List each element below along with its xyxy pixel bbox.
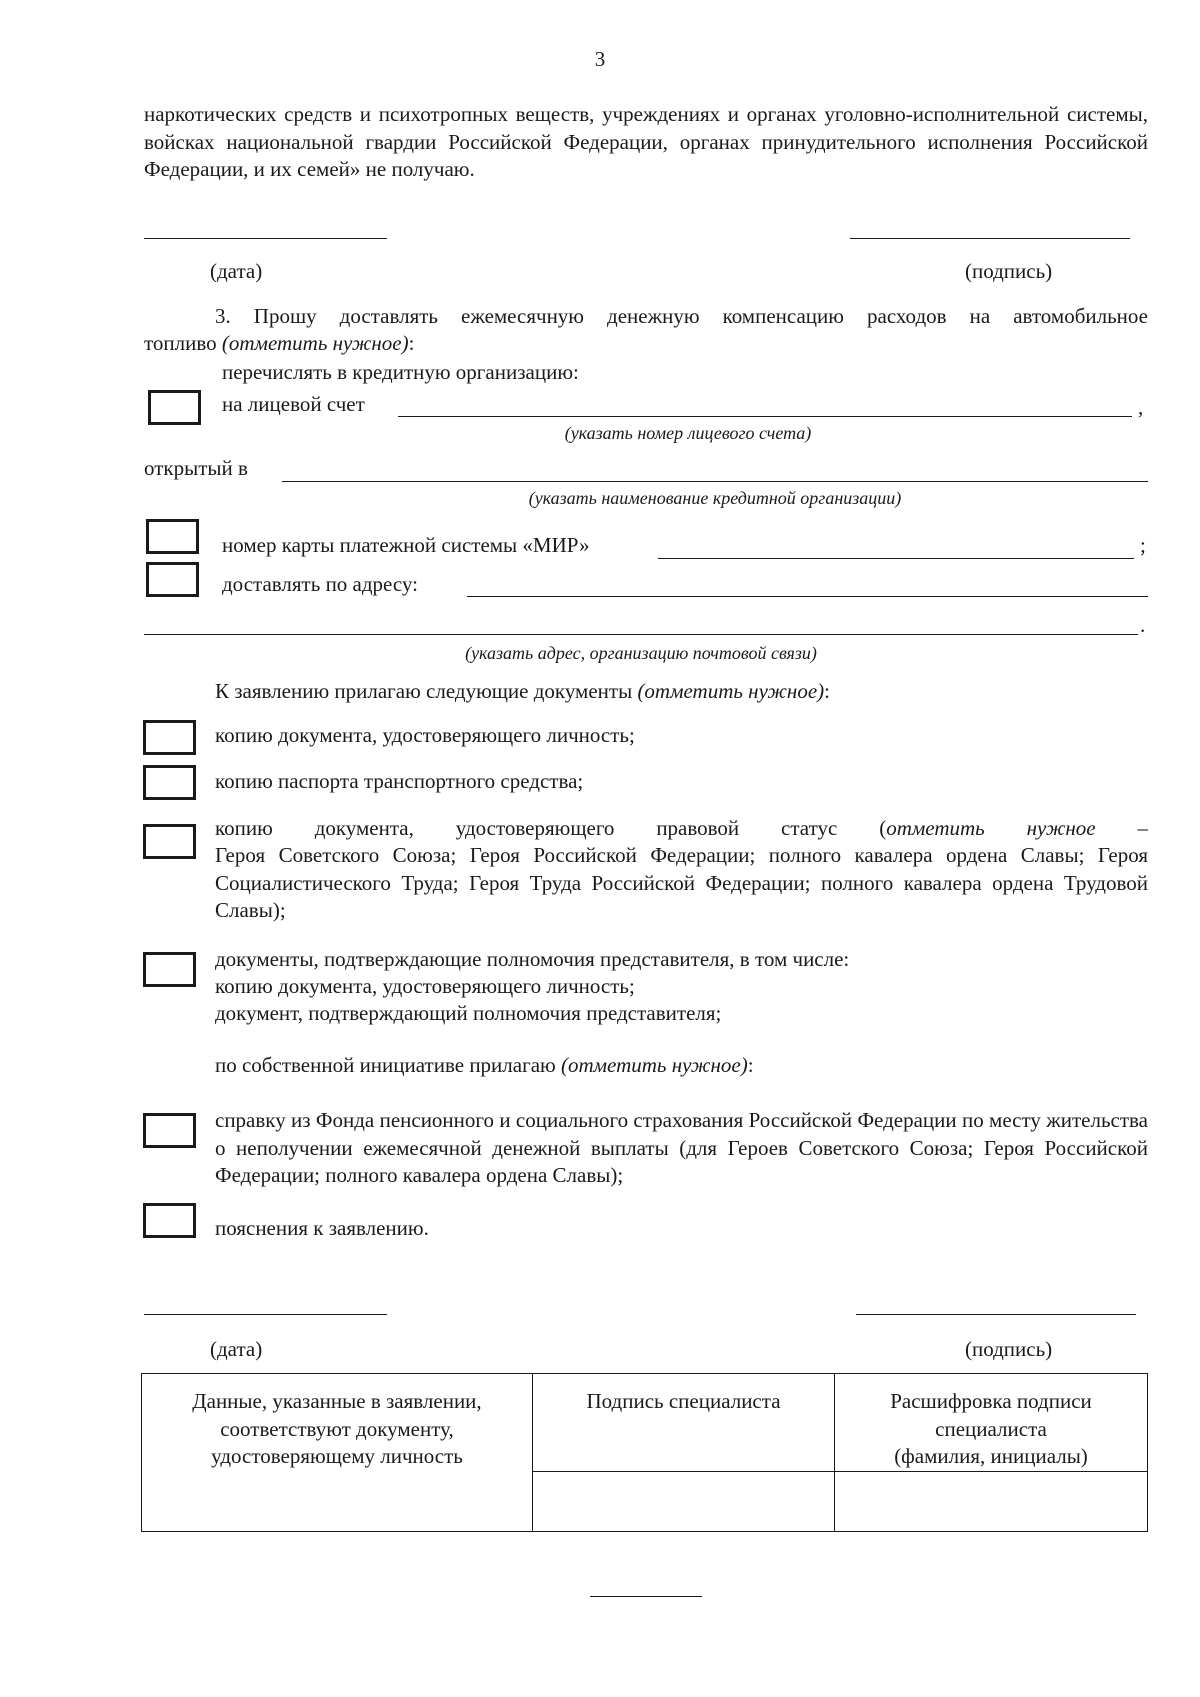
representative-docs-line3: документ, подтверждающий полномочия представителя;: [215, 1001, 722, 1025]
card-semicolon: ;: [1140, 533, 1146, 557]
intro-paragraph: наркотических средств и психотропных веществ, учреждениях и органах уголовно-исполнительной системы, войсках национальной гвардии Российской Федерации, органах принудительного исполнения Российской Федерации, и их семей» не получаю.: [144, 102, 1148, 181]
account-comma: ,: [1138, 395, 1144, 419]
date-line[interactable]: [144, 238, 387, 239]
explanations-checkbox[interactable]: [143, 1203, 196, 1238]
mir-card-checkbox[interactable]: [146, 519, 199, 554]
vehicle-passport-checkbox[interactable]: [143, 765, 196, 800]
date-label-2: (дата): [210, 1337, 263, 1361]
closing-rule: [590, 1596, 702, 1597]
representative-docs-line2: копию документа, удостоверяющего личность;: [215, 974, 635, 998]
address-checkbox[interactable]: [146, 562, 199, 597]
card-number-field[interactable]: [658, 558, 1134, 559]
signature-label-2: (подпись): [965, 1337, 1053, 1361]
account-number-field[interactable]: [398, 416, 1132, 417]
legal-status-line1: копию документа, удостоверяющего правовой статус (отметить нужное –: [215, 816, 1148, 840]
transfer-label: перечислять в кредитную организацию:: [222, 360, 579, 384]
date-label: (дата): [210, 259, 263, 283]
fund-certificate-checkbox[interactable]: [143, 1113, 196, 1148]
account-label: на лицевой счет: [222, 392, 365, 416]
opened-label: открытый в: [144, 456, 248, 480]
attachments-intro: К заявлению прилагаю следующие документы (отметить нужное):: [215, 679, 831, 703]
table-header-signature: [533, 1374, 835, 1472]
bank-name-field[interactable]: [282, 481, 1148, 482]
address-hint: (указать адрес, организацию почтовой связи): [465, 643, 817, 663]
specialist-signature-cell[interactable]: [533, 1472, 835, 1532]
signature-line[interactable]: [850, 238, 1130, 239]
signature-line-2[interactable]: [856, 1314, 1136, 1315]
section3-line2: топливо (отметить нужное):: [144, 331, 415, 355]
representative-docs-checkbox[interactable]: [143, 952, 196, 987]
section3-line1: 3. Прошу доставлять ежемесячную денежную компенсацию расходов на автомобильное: [215, 304, 1148, 328]
representative-docs-line1: документы, подтверждающие полномочия представителя, в том числе:: [215, 947, 850, 971]
identity-copy-checkbox[interactable]: [143, 720, 196, 755]
data-match-text: Данные, указанные в заявлении, соответствуют документу, удостоверяющему личность: [192, 1389, 482, 1468]
table-cell-data-match: [142, 1374, 533, 1532]
identity-copy-label: копию документа, удостоверяющего личность;: [215, 723, 635, 747]
vehicle-passport-label: копию паспорта транспортного средства;: [215, 769, 584, 793]
address-field-line2[interactable]: [144, 634, 1138, 635]
address-period: .: [1140, 613, 1146, 637]
opened-hint: (указать наименование кредитной организации): [528, 488, 902, 508]
card-label: номер карты платежной системы «МИР»: [222, 533, 590, 557]
legal-status-rest: Героя Советского Союза; Героя Российской Федерации; полного кавалера ордена Славы; Героя Социалистического Труда; Героя Труда Российской Федерации; полного кавалера ордена Трудовой Славы);: [215, 843, 1148, 922]
specialist-name-cell[interactable]: [835, 1472, 1148, 1532]
legal-status-checkbox[interactable]: [143, 824, 196, 859]
account-checkbox[interactable]: [148, 390, 201, 425]
account-hint: (указать номер лицевого счета): [564, 423, 812, 443]
explanations-label: пояснения к заявлению.: [215, 1216, 429, 1240]
date-line-2[interactable]: [144, 1314, 387, 1315]
specialist-signature-label: Подпись специалиста: [586, 1389, 781, 1413]
signature-label: (подпись): [965, 259, 1053, 283]
deliver-label: доставлять по адресу:: [222, 572, 419, 596]
address-field-line1[interactable]: [467, 596, 1148, 597]
own-initiative-intro: по собственной инициативе прилагаю (отметить нужное):: [215, 1053, 754, 1077]
table-header-decode: [835, 1374, 1148, 1472]
fund-certificate-label: справку из Фонда пенсионного и социального страхования Российской Федерации по месту жительства о неполучении ежемесячной денежной выплаты (для Героев Советского Союза; Героя Российской Федерации; полного кавалера ордена Славы);: [215, 1108, 1148, 1187]
page-number: 3: [594, 47, 606, 71]
decode-label: Расшифровка подписи специалиста (фамилия, инициалы): [890, 1389, 1092, 1468]
specialist-table: [141, 1373, 1148, 1532]
